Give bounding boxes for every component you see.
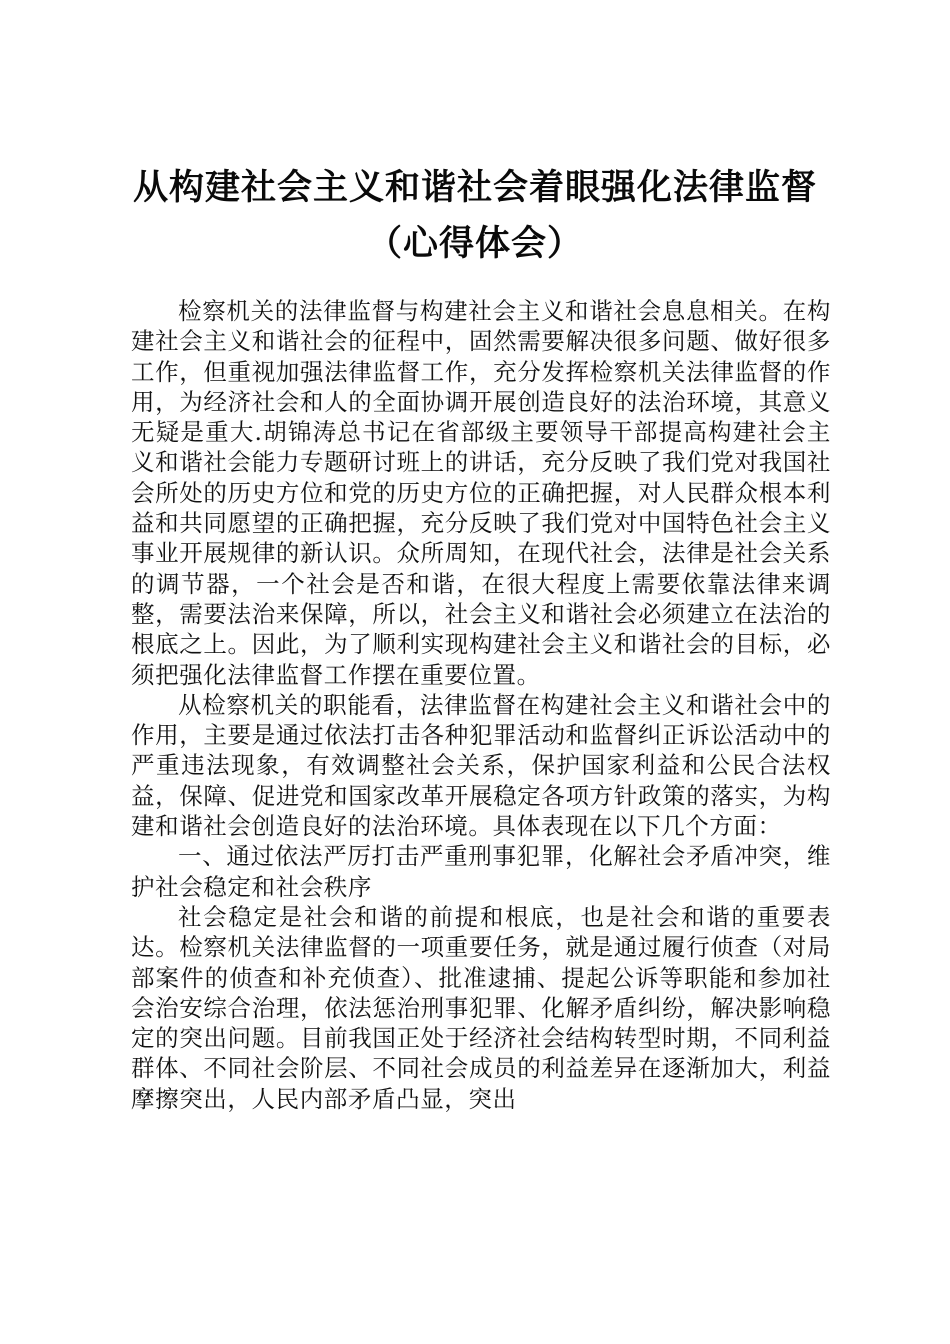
document-body [131, 296, 831, 1114]
section-heading-one: 一、通过依法严厉打击严重刑事犯罪，化解社会矛盾冲突，维护社会稳定和社会秩序 [131, 842, 831, 901]
paragraph-function: 从检察机关的职能看，法律监督在构建社会主义和谐社会中的作用，主要是通过依法打击各种犯罪活动和监督纠正诉讼活动中的严重违法现象，有效调整社会关系，保护国家利益和公民合法权益，保障、促进党和国家改革开展稳定各项方针政策的落实，为构建和谐社会创造良好的法治环境。具体表现在以下几个方面： [131, 690, 831, 841]
paragraph-intro: 检察机关的法律监督与构建社会主义和谐社会息息相关。在构建社会主义和谐社会的征程中，固然需要解决很多问题、做好很多工作，但重视加强法律监督工作，充分发挥检察机关法律监督的作用，为经济社会和人的全面协调开展创造良好的法治环境，其意义无疑是重大.胡锦涛总书记在省部级主要领导干部提高构建社会主义和谐社会能力专题研讨班上的讲话，充分反映了我们党对我国社会所处的历史方位和党的历史方位的正确把握，对人民群众根本利益和共同愿望的正确把握，充分反映了我们党对中国特色社会主义事业开展规律的新认识。众所周知，在现代社会，法律是社会关系的调节器，一个社会是否和谐，在很大程度上需要依靠法律来调整，需要法治来保障，所以，社会主义和谐社会必须建立在法治的根底之上。因此，为了顺利实现构建社会主义和谐社会的目标，必须把强化法律监督工作摆在重要位置。 [131, 297, 831, 689]
paragraph-stability: 社会稳定是社会和谐的前提和根底，也是社会和谐的重要表达。检察机关法律监督的一项重要任务，就是通过履行侦查（对局部案件的侦查和补充侦查）、批准逮捕、提起公诉等职能和参加社会治安综合治理，依法惩治刑事犯罪、化解矛盾纠纷，解决影响稳定的突出问题。目前我国正处于经济社会结构转型时期，不同利益群体、不同社会阶层、不同社会成员的利益差异在逐渐加大，利益摩擦突出，人民内部矛盾凸显，突出 [131, 902, 831, 1113]
title-line-main: 从构建社会主义和谐社会着眼强化法律监督 [132, 167, 817, 208]
document-title [100, 160, 850, 272]
title-line-subtitle: （心得体会） [366, 223, 583, 264]
